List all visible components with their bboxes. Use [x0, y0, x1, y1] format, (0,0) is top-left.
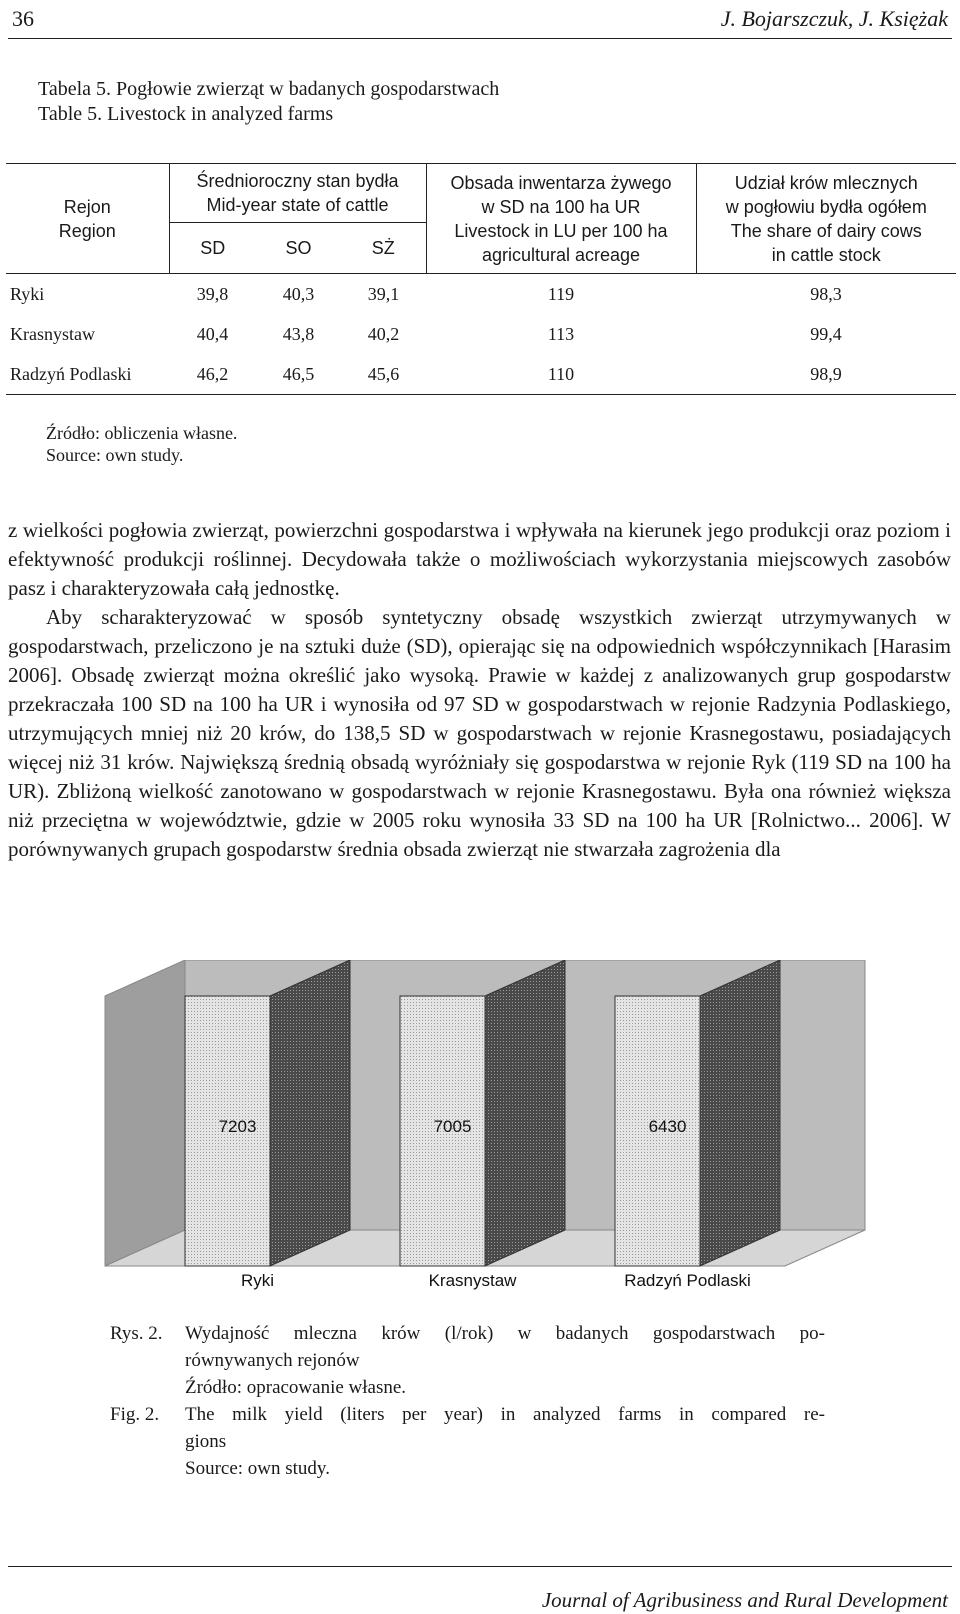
bar-value-label: 7005 [433, 1117, 472, 1136]
milk-yield-chart [95, 960, 875, 1335]
subheader-so: SO [285, 237, 312, 258]
figure-caption-pl-line1: Wydajność mleczna krów (l/rok) w badanych gospodarstwach po- [185, 1323, 825, 1344]
cell-share: 99,4 [810, 323, 842, 344]
bar [615, 960, 780, 1266]
category-label: Radzyń Podlaski [624, 1271, 751, 1290]
header-cattle-en: Mid-year state of cattle [206, 195, 389, 215]
bar [400, 960, 565, 1266]
header-cattle [169, 164, 426, 223]
header-cattle-pl: Średnioroczny stan bydła [196, 171, 399, 191]
header-stocking-en2: agricultural acreage [481, 244, 641, 265]
bar-side [700, 960, 780, 1266]
header-share-pl1: Udział krów mlecznych [734, 172, 918, 193]
figure-number-pl: Rys. 2. [110, 1323, 163, 1344]
figure-caption-en-line2: gions [185, 1431, 227, 1452]
cell-sz: 45,6 [367, 363, 400, 384]
table-source-pl: Źródło: obliczenia własne. [46, 423, 238, 443]
paragraph: z wielkości pogłowia zwierząt, powierzchni gospodarstwa i wpływała na kierunek jego produkcji oraz poziom i efektywność produkcji roślinnej. Decydowała także o możliwościach wykorzystania miejscowych zasobów pasz i charakteryzowała całą jednostkę. [8, 518, 951, 600]
paragraph: Aby scharakteryzować w sposób syntetyczny obsadę wszystkich zwierząt utrzymywanych w gospodarstwach, przeliczono je na sztuki duże (SD), opierając się na odpowiednich współczynnikach [Harasim 2006]. Obsadę zwierząt można określić jako wysoką. Prawie w każdej z analizowanych grup gospodarstw przekraczała 100 SD na 100 ha UR i wynosiła od 97 SD w gospodarstwach w rejonie Radzynia Podlaskiego, utrzymujących mniej niż 20 krów, do 138,5 SD w gospodarstwach w rejonie Krasnegostawu, posiadających więcej niż 31 krów. Największą średnią obsadą wyróżniały się gospodarstwa w rejonie Ryk (119 SD na 100 ha UR). Zbliżoną wielkość zanotowano w gospodarstwach w rejonie Krasnegostawu. Była ona również większa niż przeciętna w województwie, gdzie w 2005 roku wynosiła 33 SD na 100 ha UR [Rolnictwo... 2006]. W porównywanych grupach gospodarstw średnia obsada zwierząt nie stwarzała zagrożenia dla [8, 605, 951, 861]
header-stocking-en1: Livestock in LU per 100 ha [454, 220, 668, 241]
bar-side [270, 960, 350, 1266]
subheader-sd: SD [200, 237, 226, 258]
figure-source-pl: Źródło: opracowanie własne. [185, 1377, 407, 1398]
cell-share: 98,9 [810, 363, 842, 384]
cell-stocking: 110 [547, 363, 575, 384]
row-region: Ryki [10, 283, 45, 304]
row-region: Krasnystaw [10, 323, 95, 344]
header-region [6, 164, 169, 274]
bar-value-label: 6430 [648, 1117, 687, 1136]
cell-sd: 40,4 [196, 323, 229, 344]
cell-stocking: 113 [547, 323, 575, 344]
cell-so: 46,5 [282, 363, 315, 384]
category-label: Ryki [240, 1271, 275, 1290]
cell-sz: 39,1 [367, 283, 400, 304]
page-header [8, 4, 952, 39]
running-head-authors: J. Bojarszczuk, J. Księżak [720, 6, 948, 31]
figure-number-en: Fig. 2. [110, 1404, 160, 1425]
cell-sz: 40,2 [367, 323, 400, 344]
page-number: 36 [12, 6, 34, 31]
cell-so: 40,3 [282, 283, 315, 304]
figure-caption-pl-line2: równywanych rejonów [185, 1350, 360, 1371]
bar-side [485, 960, 565, 1266]
cell-sd: 46,2 [196, 363, 229, 384]
figure-caption-en-line1: The milk yield (liters per year) in analyzed farms in compared re- [185, 1404, 825, 1425]
subheader-sz: SŻ [341, 223, 426, 274]
footer-rule [8, 1566, 952, 1567]
bar-value-label: 7203 [218, 1117, 257, 1136]
chart-bars [185, 960, 780, 1266]
cell-share: 98,3 [810, 283, 842, 304]
journal-name: Journal of Agribusiness and Rural Development [541, 1588, 948, 1612]
cell-so: 43,8 [282, 323, 315, 344]
header-stocking-pl2: w SD na 100 ha UR [481, 196, 641, 217]
header-stocking [426, 164, 696, 274]
header-region-en: Region [58, 220, 116, 241]
chart-side-wall [105, 960, 185, 1266]
header-share-pl2: w pogłowiu bydła ogółem [725, 196, 927, 217]
table-caption-pl: Tabela 5. Pogłowie zwierząt w badanych gospodarstwach [38, 78, 500, 100]
header-share [696, 164, 956, 274]
row-region: Radzyń Podlaski [10, 363, 132, 384]
cell-stocking: 119 [547, 283, 575, 304]
livestock-table [6, 163, 956, 395]
figure-source-en: Source: own study. [185, 1458, 330, 1479]
header-share-en2: in cattle stock [771, 244, 881, 265]
header-share-en1: The share of dairy cows [730, 220, 922, 241]
bar [185, 960, 350, 1266]
header-stocking-pl1: Obsada inwentarza żywego [450, 172, 672, 193]
table-caption-en: Table 5. Livestock in analyzed farms [38, 103, 334, 125]
header-region-pl: Rejon [63, 196, 111, 217]
category-label: Krasnystaw [428, 1271, 517, 1290]
table-source-en: Source: own study. [46, 445, 184, 465]
cell-sd: 39,8 [196, 283, 229, 304]
body-text [8, 516, 951, 864]
